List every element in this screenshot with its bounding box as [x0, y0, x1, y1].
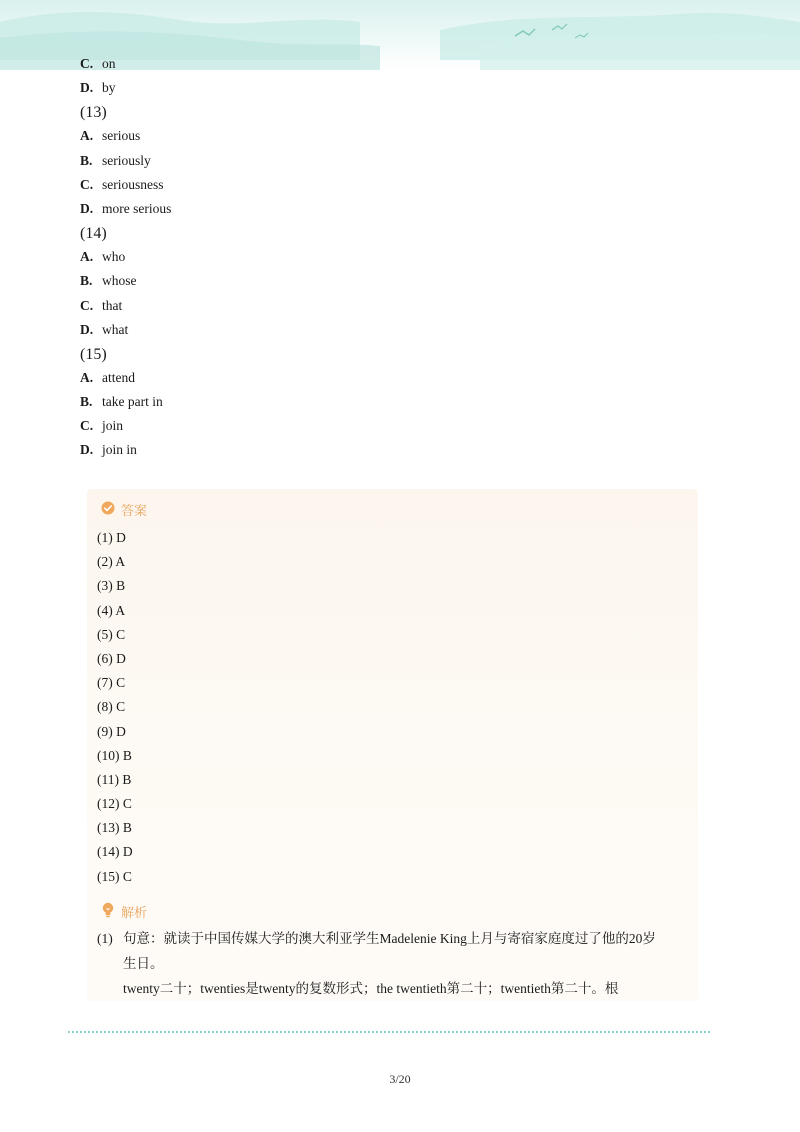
option-a: A. who	[80, 249, 126, 265]
option-b: B. whose	[80, 273, 137, 289]
answer-item: (14) D	[97, 844, 133, 860]
option-c: C. seriousness	[80, 176, 164, 192]
option-c: C. that	[80, 297, 123, 313]
option-c: C. on	[80, 56, 116, 71]
answer-list	[97, 526, 133, 889]
answer-panel	[87, 489, 698, 1001]
answer-item: (13) B	[97, 820, 132, 836]
analysis-number: (1)	[97, 931, 113, 946]
answer-item: (2) A	[97, 554, 126, 570]
option-d: D. what	[80, 321, 129, 337]
answer-heading: 答案	[101, 501, 147, 521]
check-circle-icon	[101, 501, 115, 522]
analysis-heading: 解析	[101, 902, 147, 922]
question-number: (14)	[80, 225, 107, 243]
answer-item: (11) B	[97, 771, 132, 787]
question-number: (15)	[80, 345, 107, 363]
dotted-divider	[68, 1031, 710, 1033]
analysis-text-line: twenty二十；twenties是twenty的复数形式；the twentieth第二十；twentieth第二十。根	[123, 981, 619, 996]
option-d: D. by	[80, 80, 116, 96]
answer-item: (4) A	[97, 602, 126, 618]
option-d: D. more serious	[80, 200, 172, 216]
answer-item: (3) B	[97, 578, 126, 594]
page-number: 3/20	[389, 1072, 411, 1086]
answer-item: (15) C	[97, 868, 132, 884]
lightbulb-icon	[101, 902, 115, 925]
option-b: B. seriously	[80, 152, 151, 168]
option-a: A. attend	[80, 369, 135, 385]
option-c: C. join	[80, 418, 124, 434]
question-options	[80, 52, 720, 463]
analysis-item	[97, 926, 687, 1001]
analysis-text-line: 生日。	[123, 956, 164, 971]
question-number: (13)	[80, 104, 107, 122]
answer-item: (1) D	[97, 530, 126, 545]
answer-item: (8) C	[97, 699, 126, 715]
option-b: B. take part in	[80, 394, 163, 410]
answer-item: (12) C	[97, 796, 132, 812]
option-d: D. join in	[80, 442, 137, 458]
answer-item: (6) D	[97, 650, 126, 666]
answer-item: (5) C	[97, 626, 126, 642]
analysis-text-line: 句意：就读于中国传媒大学的澳大利亚学生Madelenie King上月与寄宿家庭度过了他的20岁	[123, 931, 656, 946]
option-a: A. serious	[80, 128, 141, 144]
answer-item: (9) D	[97, 723, 126, 739]
answer-item: (7) C	[97, 675, 126, 691]
answer-item: (10) B	[97, 747, 132, 763]
